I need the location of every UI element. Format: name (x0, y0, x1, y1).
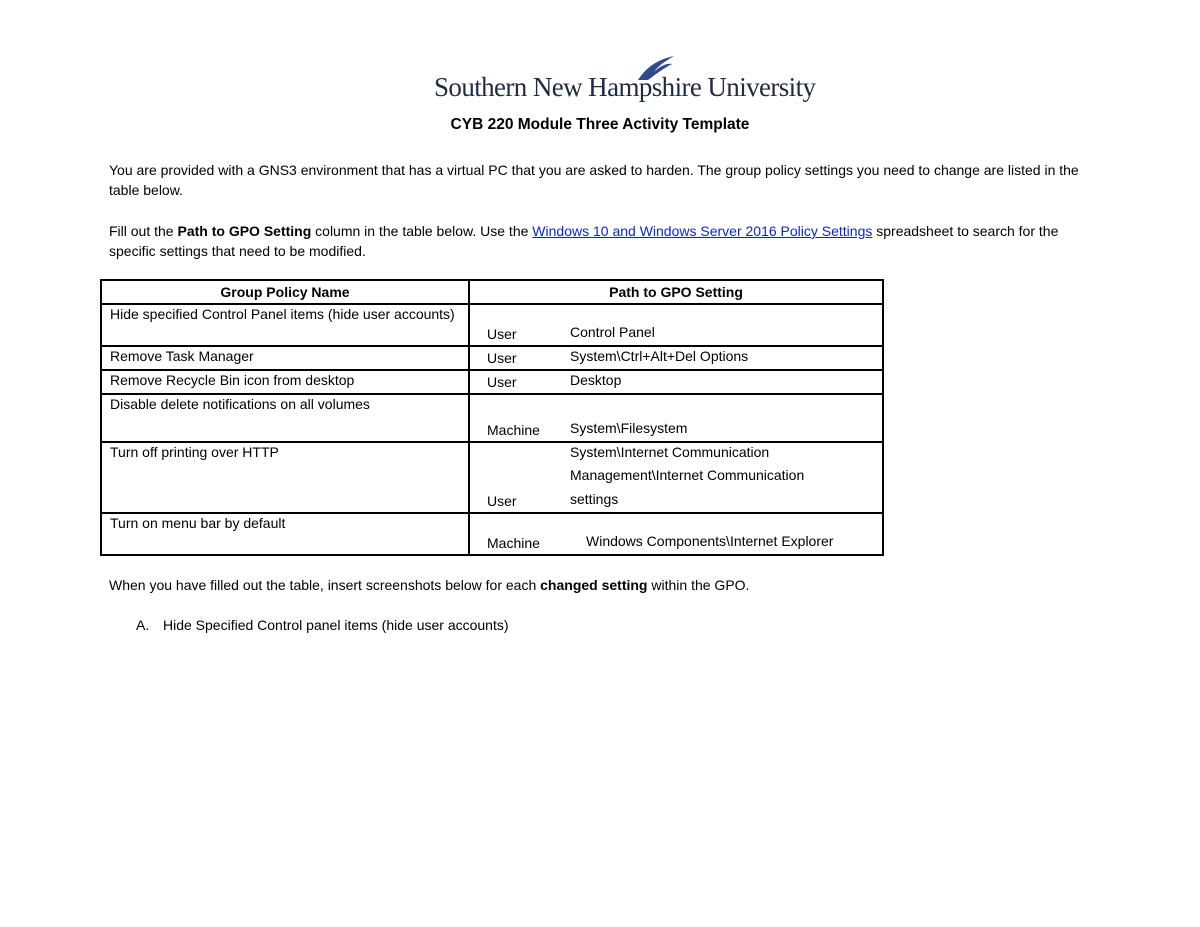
policy-settings-link[interactable]: Windows 10 and Windows Server 2016 Policy Settings (532, 223, 873, 239)
after-table-text-2: within the GPO. (647, 577, 750, 593)
policy-path: Desktop (570, 371, 622, 388)
policy-type: User (487, 350, 517, 366)
instructions-text-2: column in the table below. Use the (311, 223, 533, 239)
path-cell (469, 370, 883, 394)
path-cell (469, 304, 883, 346)
table-row (101, 370, 883, 394)
header-group-policy-name: Group Policy Name (101, 280, 469, 304)
page-title: CYB 220 Module Three Activity Template (450, 116, 750, 133)
policy-type: User (487, 374, 517, 390)
table-row (101, 304, 883, 346)
policy-type: User (487, 326, 517, 342)
instructions-bold: Path to GPO Setting (177, 223, 312, 239)
path-cell (469, 442, 883, 513)
table-row (101, 346, 883, 370)
path-cell (469, 394, 883, 442)
instructions-paragraph (109, 221, 1099, 261)
intro-paragraph: You are provided with a GNS3 environment that has a virtual PC that you are asked to harden. The group policy settings you need to change are listed in the table below. (109, 162, 1079, 198)
instructions-text-1: Fill out the (109, 223, 178, 239)
path-cell (469, 346, 883, 370)
policy-type: Machine (487, 535, 540, 551)
policy-path: System\Filesystem (570, 419, 688, 436)
university-logo (434, 54, 816, 104)
gpo-table (100, 279, 884, 556)
policy-path: Windows Components\Internet Explorer (586, 532, 834, 549)
path-cell (469, 513, 883, 555)
list-item-text: Hide Specified Control panel items (hide user accounts) (163, 617, 509, 633)
table-row (101, 394, 883, 442)
policy-path: System\Internet Communication Management\Internet Communication settings (570, 443, 805, 507)
after-table-bold: changed setting (540, 577, 648, 593)
table-row (101, 442, 883, 513)
policy-path: System\Ctrl+Alt+Del Options (570, 347, 749, 364)
policy-name-cell: Turn off printing over HTTP (101, 442, 469, 513)
instructions-text-3: spreadsheet to search for the specific settings that need to be modified. (109, 223, 1059, 259)
after-table-paragraph (109, 575, 1099, 595)
policy-type: Machine (487, 422, 540, 438)
table-row (101, 513, 883, 555)
policy-path: Control Panel (570, 323, 655, 340)
header-path-to-gpo: Path to GPO Setting (469, 280, 883, 304)
policy-type: User (487, 493, 517, 509)
policy-name-cell: Remove Task Manager (101, 346, 469, 370)
policy-name-cell: Turn on menu bar by default (101, 513, 469, 555)
policy-name-cell: Remove Recycle Bin icon from desktop (101, 370, 469, 394)
after-table-text-1: When you have filled out the table, insert screenshots below for each (109, 577, 541, 593)
policy-name-cell: Disable delete notifications on all volumes (101, 394, 469, 442)
table-header-row (101, 280, 883, 304)
list-item (136, 615, 509, 635)
list-marker: A. (136, 617, 150, 633)
policy-name-cell: Hide specified Control Panel items (hide user accounts) (101, 304, 469, 346)
logo-text: Southern New Hampshire University (434, 72, 816, 102)
